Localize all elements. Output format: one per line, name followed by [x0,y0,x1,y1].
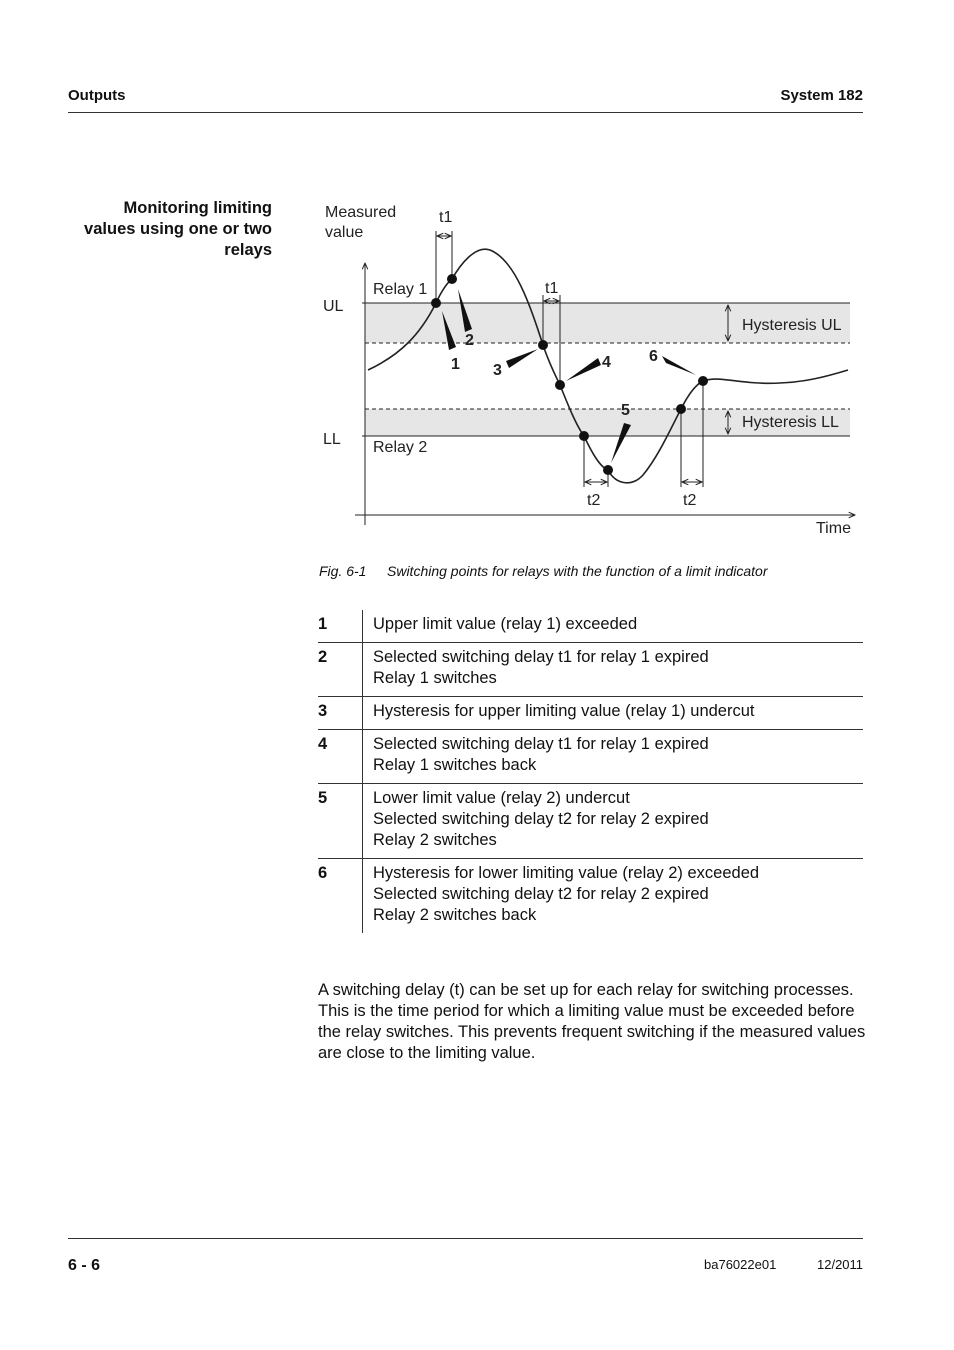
legend-line: Relay 1 switches [373,669,497,687]
marker-number: 2 [465,332,474,349]
t1-label: t1 [545,280,559,297]
document-date: 12/2011 [817,1257,864,1272]
legend-line: Lower limit value (relay 2) undercut [373,789,630,807]
table-row [318,730,863,784]
legend-line: Selected switching delay t2 for relay 2 expired [373,885,709,903]
delay-t2-second [681,381,703,509]
legend-line: Relay 1 switches back [373,756,537,774]
ul-label: UL [323,298,344,315]
switching-point [676,404,686,414]
legend-description [363,730,864,784]
marker-number: 1 [451,356,460,373]
header-rule [68,112,863,113]
figure-caption [319,563,768,579]
marker-number: 6 [649,348,658,365]
legend-line: Selected switching delay t1 for relay 1 expired [373,648,709,666]
ll-label: LL [323,431,341,448]
legend-description [363,697,864,730]
switching-point [603,465,613,475]
hysteresis-ll-label: Hysteresis LL [742,414,839,431]
switching-point [447,274,457,284]
pointer-wedge [566,358,601,381]
section-heading-line: Monitoring limiting [123,199,272,217]
table-row [318,610,863,643]
legend-line: Hysteresis for lower limiting value (relay 2) exceeded [373,864,760,882]
x-axis-label: Time [816,520,851,537]
switching-point [431,298,441,308]
legend-line: Relay 2 switches [373,831,497,849]
footer-rule [68,1238,863,1239]
legend-line: Hysteresis for upper limiting value (relay 1) undercut [373,702,755,720]
legend-table [318,610,863,933]
pointer-wedge [506,349,538,368]
legend-line: Relay 2 switches back [373,906,537,924]
header-product-name: System 182 [780,87,863,104]
pointer-wedge [662,356,696,375]
switching-point [579,431,589,441]
table-row [318,784,863,859]
y-axis-label: value [325,224,364,241]
t2-label: t2 [587,492,601,509]
switching-point [698,376,708,386]
legend-description [363,784,864,859]
switching-point [538,340,548,350]
t2-label: t2 [683,492,697,509]
t1-label: t1 [439,209,453,226]
legend-number: 5 [318,784,363,859]
section-heading-line: relays [224,241,272,259]
legend-number: 2 [318,643,363,697]
switching-point [555,380,565,390]
body-paragraph: A switching delay (t) can be set up for each relay for switching processes. This is the time period for which a limiting value must be exceeded before the relay switches. This prevents frequent switching if the measured values are close to the limiting value. [318,981,866,1062]
document-id: ba76022e01 [704,1257,777,1272]
relay-switching-diagram [310,195,870,545]
marker-number: 5 [621,402,630,419]
relay2-label: Relay 2 [373,439,428,456]
legend-description [363,859,864,934]
table-row [318,643,863,697]
hysteresis-ul-label: Hysteresis UL [742,317,842,334]
table-row [318,859,863,934]
header-section-title: Outputs [68,87,126,104]
legend-number: 1 [318,610,363,643]
legend-number: 4 [318,730,363,784]
figure-caption-text: Switching points for relays with the function of a limit indicator [387,563,768,579]
table-row [318,697,863,730]
legend-number: 3 [318,697,363,730]
section-heading-line: values using one or two [84,220,272,238]
legend-number: 6 [318,859,363,934]
legend-description [363,643,864,697]
marker-number: 3 [493,362,502,379]
legend-description [363,610,864,643]
section-heading [60,198,272,261]
marker-number: 4 [602,354,611,371]
relay1-label: Relay 1 [373,281,428,298]
legend-line: Selected switching delay t2 for relay 2 expired [373,810,709,828]
y-axis-label: Measured [325,204,397,221]
figure-label: Fig. 6-1 [319,563,367,579]
legend-line: Upper limit value (relay 1) exceeded [373,615,638,633]
page-number: 6 - 6 [68,1257,101,1274]
legend-line: Selected switching delay t1 for relay 1 expired [373,735,709,753]
